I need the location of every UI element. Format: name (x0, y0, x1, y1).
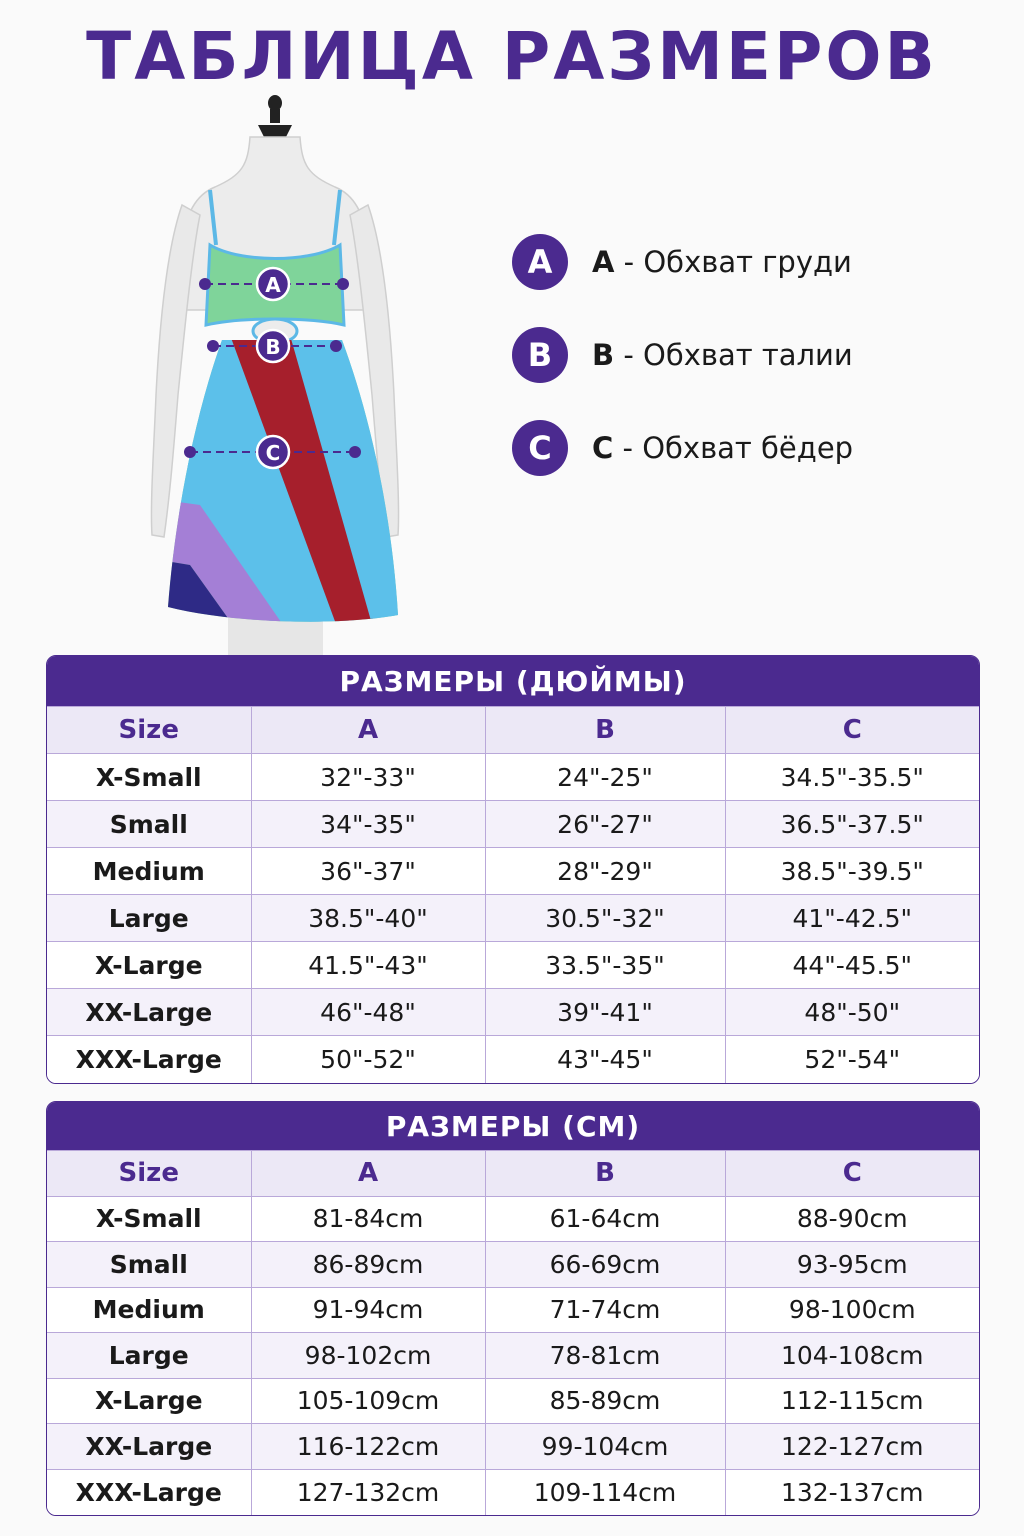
measurement-cell: 98-100cm (725, 1287, 979, 1333)
measurement-cell: 41"-42.5" (725, 895, 979, 942)
measurement-cell: 112-115cm (725, 1378, 979, 1424)
measurement-cell: 105-109cm (251, 1378, 485, 1424)
column-header: C (725, 707, 979, 754)
measurement-cell: 86-89cm (251, 1242, 485, 1288)
table-row (47, 848, 979, 895)
marker-b-label: B (265, 335, 281, 359)
measurement-cell: 116-122cm (251, 1424, 485, 1470)
size-label-cell: XX-Large (47, 1424, 251, 1470)
measurement-cell: 61-64cm (485, 1196, 725, 1242)
table-row (47, 1196, 979, 1242)
legend-badge-c: C (512, 420, 568, 476)
measurement-cell: 122-127cm (725, 1424, 979, 1470)
size-label-cell: X-Large (47, 1378, 251, 1424)
table-row (47, 989, 979, 1036)
measurement-cell: 38.5"-39.5" (725, 848, 979, 895)
measurement-cell: 36"-37" (251, 848, 485, 895)
measurement-cell: 34.5"-35.5" (725, 754, 979, 801)
table-row (47, 801, 979, 848)
size-label-cell: X-Small (47, 754, 251, 801)
measurement-cell: 85-89cm (485, 1378, 725, 1424)
column-header: B (485, 707, 725, 754)
dress-mannequin-illustration (130, 95, 420, 655)
measurement-cell: 41.5"-43" (251, 942, 485, 989)
table-row (47, 1036, 979, 1083)
measurement-cell: 52"-54" (725, 1036, 979, 1083)
size-label-cell: Large (47, 895, 251, 942)
table-row (47, 895, 979, 942)
column-header: C (725, 1151, 979, 1197)
size-label-cell: XXX-Large (47, 1469, 251, 1515)
size-table-inches (46, 655, 980, 1084)
size-table-inches-title: РАЗМЕРЫ (ДЮЙМЫ) (47, 656, 979, 706)
legend-key-c: C (592, 431, 614, 465)
measurement-cell: 28"-29" (485, 848, 725, 895)
legend-text-waist (592, 338, 853, 372)
measurement-cell: 32"-33" (251, 754, 485, 801)
mannequin-stand-top (258, 95, 292, 137)
table-row (47, 754, 979, 801)
marker-c-label: C (265, 441, 281, 465)
measurement-cell: 44"-45.5" (725, 942, 979, 989)
measurement-cell: 98-102cm (251, 1333, 485, 1379)
measurement-cell: 88-90cm (725, 1196, 979, 1242)
measurement-cell: 46"-48" (251, 989, 485, 1036)
table-row (47, 1242, 979, 1288)
table-row (47, 1424, 979, 1470)
legend-label-waist: - Обхват талии (614, 338, 853, 372)
size-label-cell: Medium (47, 848, 251, 895)
measurement-cell: 50"-52" (251, 1036, 485, 1083)
measurement-cell: 33.5"-35" (485, 942, 725, 989)
measurement-cell: 99-104cm (485, 1424, 725, 1470)
measurement-cell: 43"-45" (485, 1036, 725, 1083)
measurement-cell: 39"-41" (485, 989, 725, 1036)
size-label-cell: Small (47, 1242, 251, 1288)
size-label-cell: Medium (47, 1287, 251, 1333)
column-header: Size (47, 707, 251, 754)
measurement-cell: 24"-25" (485, 754, 725, 801)
size-table-inches-grid (47, 706, 979, 1083)
legend-badge-a: A (512, 234, 568, 290)
legend-item-hips (512, 420, 853, 476)
size-label-cell: X-Large (47, 942, 251, 989)
measurement-cell: 48"-50" (725, 989, 979, 1036)
marker-c (257, 436, 289, 468)
table-row (47, 942, 979, 989)
legend-key-b: B (592, 338, 615, 372)
legend-item-waist (512, 327, 853, 383)
measurement-cell: 109-114cm (485, 1469, 725, 1515)
size-label-cell: XXX-Large (47, 1036, 251, 1083)
table-header-row (47, 707, 979, 754)
legend-badge-b: B (512, 327, 568, 383)
measurement-cell: 132-137cm (725, 1469, 979, 1515)
legend-text-hips (592, 431, 853, 465)
table-row (47, 1287, 979, 1333)
measurement-cell: 34"-35" (251, 801, 485, 848)
legend-label-chest: - Обхват груди (614, 245, 852, 279)
measurement-cell: 91-94cm (251, 1287, 485, 1333)
legend-item-chest (512, 234, 853, 290)
column-header: A (251, 1151, 485, 1197)
measurement-cell: 93-95cm (725, 1242, 979, 1288)
table-header-row (47, 1151, 979, 1197)
size-label-cell: Large (47, 1333, 251, 1379)
size-label-cell: X-Small (47, 1196, 251, 1242)
page-title: ТАБЛИЦА РАЗМЕРОВ (86, 18, 938, 95)
measurement-legend (512, 234, 853, 513)
size-label-cell: Small (47, 801, 251, 848)
table-row (47, 1469, 979, 1515)
table-row (47, 1333, 979, 1379)
size-table-cm-grid (47, 1150, 979, 1515)
column-header: Size (47, 1151, 251, 1197)
legend-label-hips: - Обхват бёдер (613, 431, 854, 465)
measurement-cell: 66-69cm (485, 1242, 725, 1288)
marker-a (257, 268, 289, 300)
measurement-cell: 38.5"-40" (251, 895, 485, 942)
size-table-cm (46, 1101, 980, 1516)
measurement-cell: 71-74cm (485, 1287, 725, 1333)
size-table-cm-title: РАЗМЕРЫ (CM) (47, 1102, 979, 1150)
measurement-cell: 104-108cm (725, 1333, 979, 1379)
marker-a-label: A (265, 273, 281, 297)
measurement-cell: 127-132cm (251, 1469, 485, 1515)
column-header: A (251, 707, 485, 754)
legend-key-a: A (592, 245, 615, 279)
measurement-cell: 26"-27" (485, 801, 725, 848)
measurement-cell: 78-81cm (485, 1333, 725, 1379)
column-header: B (485, 1151, 725, 1197)
legend-text-chest (592, 245, 852, 279)
measurement-cell: 36.5"-37.5" (725, 801, 979, 848)
size-label-cell: XX-Large (47, 989, 251, 1036)
table-row (47, 1378, 979, 1424)
marker-b (257, 330, 289, 362)
measurement-cell: 81-84cm (251, 1196, 485, 1242)
measurement-cell: 30.5"-32" (485, 895, 725, 942)
